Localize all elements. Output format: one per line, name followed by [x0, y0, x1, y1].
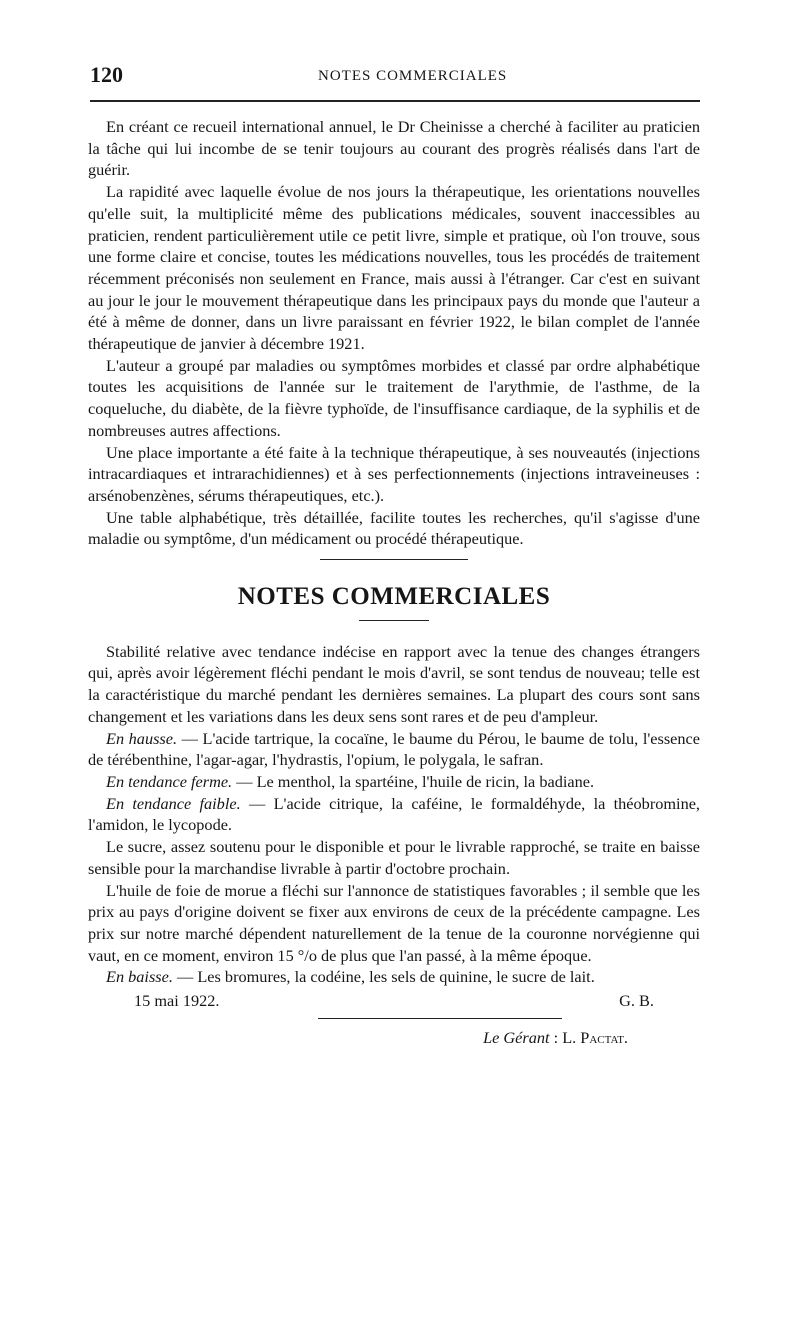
market-label: En tendance ferme. — [106, 771, 233, 791]
review-paragraph: La rapidité avec laquelle évolue de nos jours la thérapeutique, les orientations nouvelles qu'elle suit, la multiplicité même des publications médicales, souvent inaccessibles au praticien, rendent particulièrement utile ce petit livre, simple et pratique, où l'on trouve, sous une forme claire et concise, toutes les médications nouvelles, tous les procédés de traitement récemment préconisés non seulement en France, mais aussi à l'étranger. Car c'est en suivant au jour le jour le mouvement thérapeutique dans les principaux pays du monde que l'auteur a été à même de donner, dans un livre paraissant en février 1922, le bilan complet de l'année thérapeutique de janvier à décembre 1921. — [88, 182, 700, 354]
manager-label: Le Gérant — [483, 1027, 550, 1047]
section-title: NOTES COMMERCIALES — [237, 583, 551, 611]
market-hausse — [88, 728, 700, 771]
manager-name: : L. Pactat. — [549, 1027, 628, 1047]
market-paragraph: Stabilité relative avec tendance indécise en rapport avec la tenue des changes étrangers qui, après avoir légèrement fléchi pendant le mois d'avril, se sont tendus de nouveau; telle est la caractéristique du marché pendant les dernières semaines. La plupart des cours sont sans changement et les variations dans les deux sens sont rares et de peu d'ampleur. — [88, 641, 700, 726]
page-number: 120 — [90, 62, 123, 87]
section-divider — [320, 559, 468, 560]
report-date: 15 mai 1922. — [134, 991, 220, 1011]
market-text: — Le menthol, la spartéine, l'huile de ricin, la badiane. — [232, 771, 595, 791]
market-text: — L'acide tartrique, la cocaïne, le baume du Pérou, le baume de tolu, l'essence de térébenthine, l'agar-agar, l'hydrastis, l'opium, le polygala, le safran. — [88, 728, 701, 770]
review-paragraph: Une table alphabétique, très détaillée, facilite toutes les recherches, qu'il s'agisse d'une maladie ou symptôme, d'un médicament ou procédé thérapeutique. — [88, 507, 700, 549]
manager-line — [88, 1027, 700, 1049]
market-faible — [88, 793, 700, 836]
author-initials: G. B. — [619, 991, 654, 1011]
page-header — [90, 62, 700, 92]
market-text: — L'acide citrique, la caféine, le formaldéhyde, la théobromine, l'amidon, le lycopode. — [88, 793, 701, 835]
review-paragraph: L'auteur a groupé par maladies ou symptômes morbides et classé par ordre alphabétique toutes les acquisitions de l'année sur le traitement de l'arythmie, de l'asthme, de la coqueluche, du diabète, de la fièvre typhoïde, de l'insuffisance cardiaque, de la syphilis et de nombreuses autres affections. — [88, 355, 700, 440]
closing-rule — [318, 1018, 562, 1019]
market-paragraph: L'huile de foie de morue a fléchi sur l'annonce de statistiques favorables ; il semble que les prix au pays d'origine doivent se fixer aux environs de ceux de la précédente campagne. Les prix sur notre marché dépendent naturellement de la tenue de la couronne norvégienne qui vaut, en ce moment, environ 15 °/o de plus que l'an passé, à la même époque. — [88, 880, 700, 965]
header-rule — [90, 100, 700, 102]
review-paragraph: En créant ce recueil international annuel, le Dr Cheinisse a cherché à faciliter au praticien la tâche qui lui incombe de se tenir toujours au courant des progrès réalisés dans l'art de guérir. — [88, 117, 700, 180]
page-body — [88, 116, 700, 1048]
market-label: En tendance faible. — [106, 793, 241, 813]
market-paragraph: Le sucre, assez soutenu pour le disponible et pour le livrable rapproché, se traite en baisse sensible pour la marchandise livrable à partir d'octobre prochain. — [88, 837, 700, 878]
running-head: NOTES COMMERCIALES — [318, 68, 508, 84]
market-label: En baisse. — [106, 967, 173, 987]
market-label: En hausse. — [106, 728, 178, 748]
market-baisse — [88, 966, 700, 988]
market-ferme — [88, 771, 700, 793]
market-text: — Les bromures, la codéine, les sels de quinine, le sucre de lait. — [172, 967, 595, 987]
review-paragraph: Une place importante a été faite à la technique thérapeutique, à ses nouveautés (injections intracardiaques et intrarachidiennes) et à ses perfectionnements (injections intraveineuses : arsénobenzènes, sérums thérapeutiques, etc.). — [88, 442, 700, 505]
signature-line — [88, 990, 700, 1012]
